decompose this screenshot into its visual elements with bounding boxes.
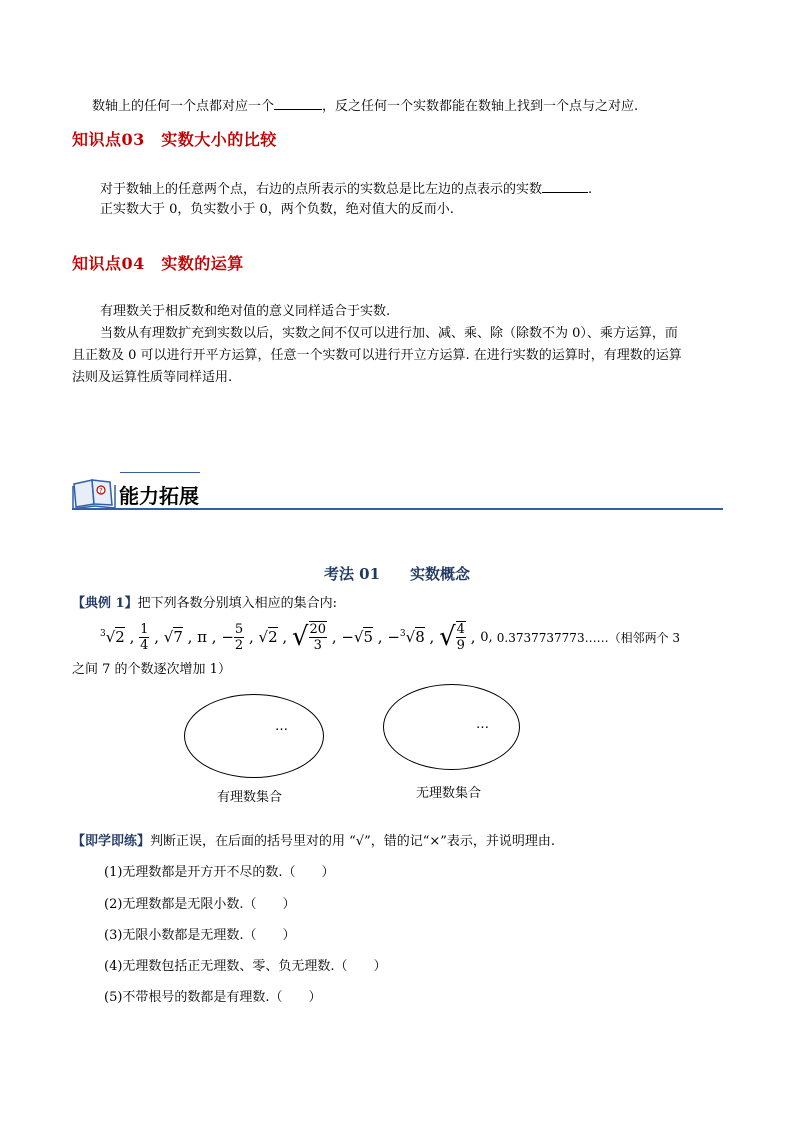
zero: 0 [480,629,489,645]
example-tag: 【典例 1】 [72,596,138,611]
set1-dots: … [275,719,288,734]
cbrt-2: $^3$√2 [100,628,125,646]
practice-item: (4)无理数包括正无理数、零、负无理数.（ ） [104,959,387,974]
section-top-rule [120,472,200,473]
point03-line1: 对于数轴上的任意两个点，右边的点所表示的实数总是比左边的点表示的实数 . [100,178,592,200]
neg-fraction-5-2: $\frac{5}{2}$ [234,621,244,653]
point03-line2: 正实数大于 0，负实数小于 0，两个负数，绝对值大的反而小. [100,202,454,217]
section-title: 能力拓展 [119,484,199,508]
point04-line2: 当数从有理数扩充到实数以后，实数之间不仅可以进行加、减、乘、除（除数不为 0）、乘方运算，而 [100,326,678,341]
repeating-decimal: 0.3737737773……（相邻两个 3 [496,630,681,645]
sqrt-4-over-9: √ $\frac{4}{9}$ [439,622,465,653]
example-line2: 之间 7 的个数逐次增加 1） [72,662,231,677]
practice-prompt-line: 【即学即练】判断正误，在后面的括号里对的用 “√”，错的记“×”表示，并说明理由. [72,834,556,849]
point04-line3: 且正数及 0 可以进行开平方运算，任意一个实数可以进行开立方运算. 在进行实数的运算时，有理数的运算 [72,348,682,363]
pi: π [197,628,208,646]
example-number-list: $^3$√2 , $\frac{1}{4}$ , √7 , π , − $\frac{5}{2}$ , √2 , √ $\frac{20}{3}$ , − √5 , − $^3$√8 , √ $\frac{4}{9}$ , 0 , 0.3737737773……（相邻两个 3 [100,621,681,653]
heading-point04: 知识点04 实数的运算 [72,254,244,273]
example-prompt-line: 【典例 1】把下列各数分别填入相应的集合内: [72,596,337,611]
heading-point03: 知识点03 实数大小的比较 [72,130,277,149]
practice-item: (3)无限小数都是无理数.（ ） [104,928,296,943]
method-title: 考法 01 实数概念 [323,565,471,583]
irrational-set-label: 无理数集合 [416,786,482,801]
practice-item: (5)不带根号的数都是有理数.（ ） [104,990,322,1005]
practice-item: (1)无理数都是开方开不尽的数.（ ） [104,865,335,880]
sqrt-7: √7 [163,628,183,646]
svg-text:?: ? [99,487,103,495]
irrational-set-ellipse[interactable] [383,684,520,770]
sqrt-5: √5 [353,628,374,646]
point02-line: 数轴上的任何一个点都对应一个 ，反之任何一个实数都能在数轴上找到一个点与之对应. [92,95,638,117]
point04-line1: 有理数关于相反数和绝对值的意义同样适合于实数. [100,304,391,319]
fraction-1-4: $\frac{1}{4}$ [140,621,149,653]
set2-dots: … [476,717,489,732]
practice-tag: 【即学即练】 [72,834,151,849]
cbrt-8: $^3$√8 [399,628,425,646]
book-icon [70,474,118,510]
answer-blank-2[interactable] [542,178,588,193]
point04-line4: 法则及运算性质等同样适用. [72,370,233,385]
sqrt-2: √2 [258,628,278,646]
section-divider [72,508,723,510]
rational-set-ellipse[interactable] [184,694,324,778]
sqrt-20-over-3: √ $\frac{20}{3}$ [291,622,327,653]
practice-item: (2)无理数都是无限小数.（ ） [104,897,296,912]
rational-set-label: 有理数集合 [217,790,283,805]
answer-blank-1[interactable] [274,95,322,110]
